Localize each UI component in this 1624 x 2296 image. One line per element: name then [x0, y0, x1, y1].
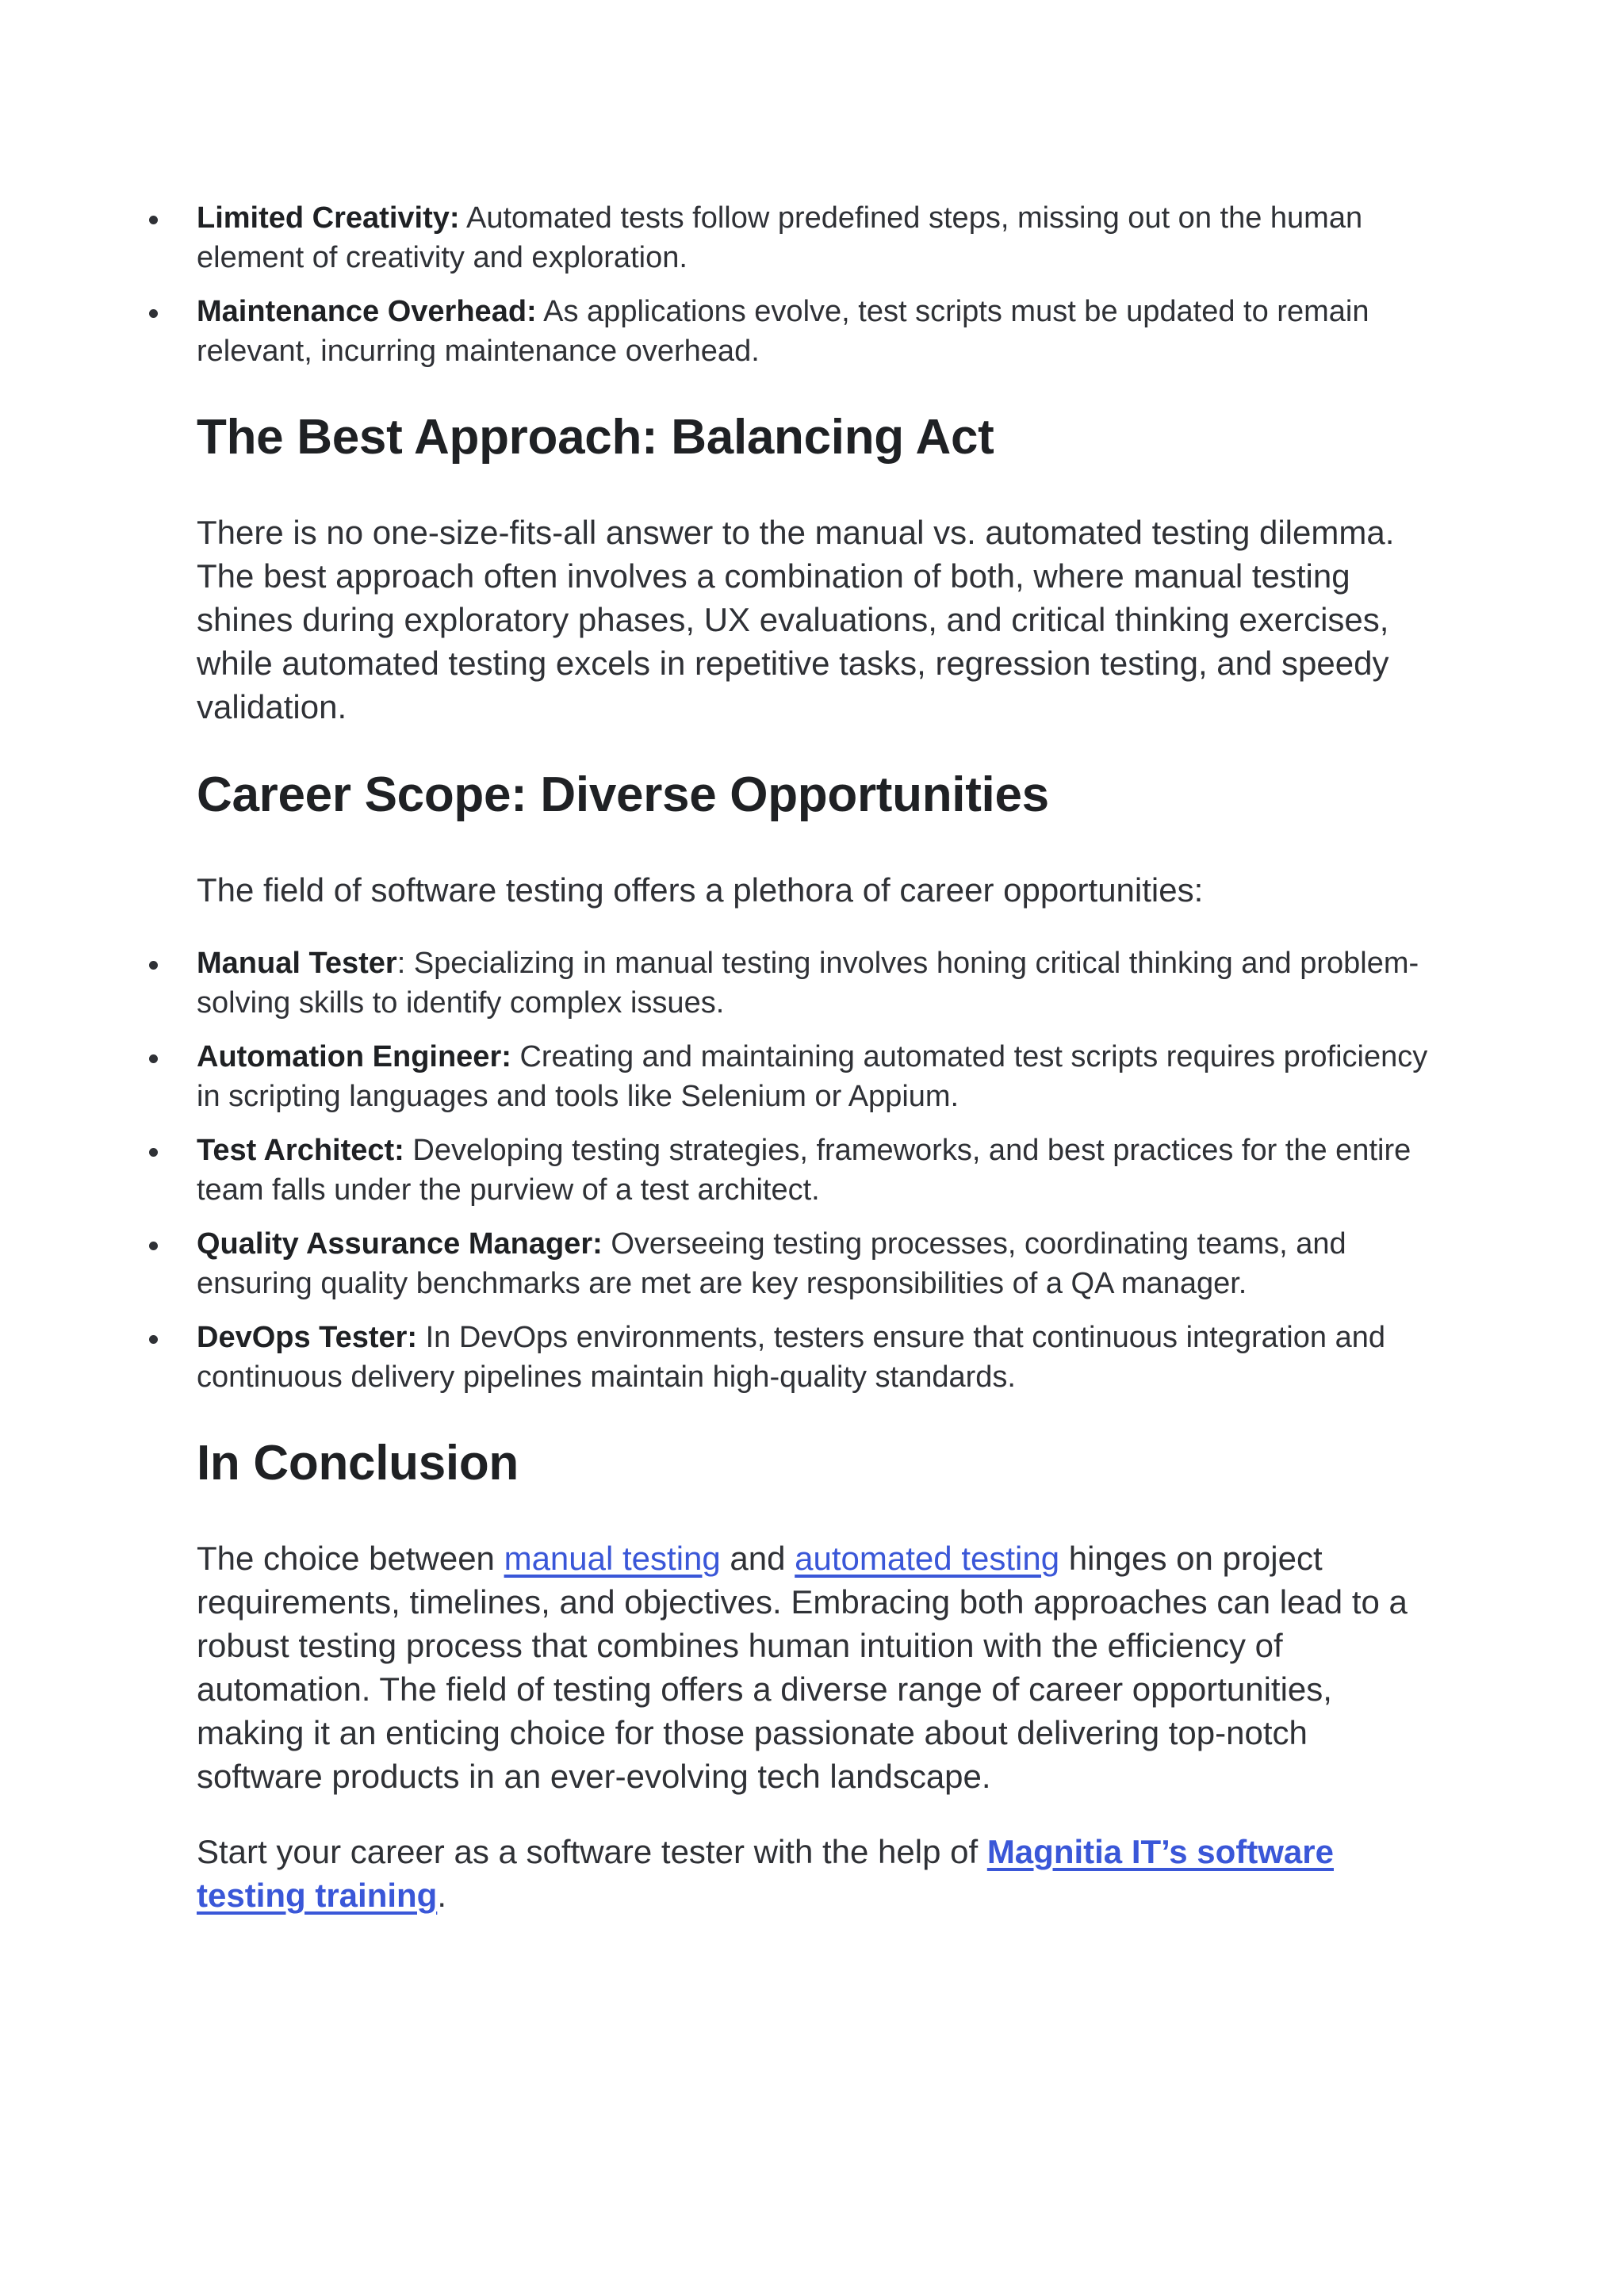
best-approach-paragraph: There is no one-size-fits-all answer to the manual vs. automated testing dilemma. The best approach often involves a combination of both, where manual testing shines during exploratory phases, UX evaluations, and critical thinking exercises, while automated testing excels in repetitive tasks, regression testing, and speedy validation.: [197, 514, 1395, 725]
automated-testing-link[interactable]: automated testing: [795, 1540, 1060, 1577]
list-item: [197, 198, 1434, 277]
career-list: [197, 943, 1434, 1397]
bullet-term: Automation Engineer:: [197, 1040, 511, 1073]
bullet-text: Developing testing strategies, frameworks, and best practices for the entire team falls under the purview of a test architect.: [197, 1134, 1411, 1207]
career-cta-paragraph: [197, 1830, 1434, 1917]
list-item: [197, 1131, 1434, 1210]
bullet-term: Test Architect:: [197, 1134, 404, 1167]
list-item: [197, 1318, 1434, 1397]
cta-text: Start your career as a software tester with the help of: [197, 1833, 987, 1870]
cta-text: .: [437, 1877, 447, 1914]
bullet-term: Manual Tester: [197, 947, 397, 980]
bullet-text: Overseeing testing processes, coordinating teams, and ensuring quality benchmarks are met are key responsibilities of a QA manager.: [197, 1227, 1346, 1300]
bullet-text: As applications evolve, test scripts must be updated to remain relevant, incurring maintenance overhead.: [197, 295, 1369, 368]
software-testing-training-link[interactable]: Magnitia IT’s software testing training: [197, 1833, 1334, 1914]
bullet-text: In DevOps environments, testers ensure that continuous integration and continuous delivery pipelines maintain high-quality standards.: [197, 1321, 1385, 1394]
conclusion-text: The choice between: [197, 1540, 504, 1577]
conclusion-heading: In Conclusion: [197, 1436, 519, 1490]
bullet-term: DevOps Tester:: [197, 1321, 418, 1354]
conclusion-text: and: [720, 1540, 795, 1577]
document-content: [197, 198, 1434, 1949]
manual-testing-link[interactable]: manual testing: [504, 1540, 721, 1577]
list-item: [197, 1037, 1434, 1116]
conclusion-text: hinges on project requirements, timelines, and objectives. Embracing both approaches can lead to a robust testing process that combines human intuition with the efficiency of automation. The field of testing offers a diverse range of career opportunities, making it an enticing choice for those passionate about delivering top-notch software products in an ever-evolving tech landscape.: [197, 1540, 1408, 1795]
list-item: [197, 1224, 1434, 1303]
drawbacks-list: [197, 198, 1434, 371]
bullet-text: : Specializing in manual testing involves honing critical thinking and problem-solving skills to identify complex issues.: [197, 947, 1419, 1020]
list-item: [197, 943, 1434, 1023]
career-scope-intro: The field of software testing offers a plethora of career opportunities:: [197, 871, 1204, 909]
conclusion-paragraph: [197, 1536, 1434, 1798]
bullet-text: Automated tests follow predefined steps, missing out on the human element of creativity and exploration.: [197, 201, 1363, 274]
bullet-term: Limited Creativity:: [197, 201, 460, 235]
bullet-text: Creating and maintaining automated test scripts requires proficiency in scripting languages and tools like Selenium or Appium.: [197, 1040, 1428, 1113]
bullet-term: Quality Assurance Manager:: [197, 1227, 603, 1261]
list-item: [197, 292, 1434, 371]
career-scope-heading: Career Scope: Diverse Opportunities: [197, 767, 1049, 822]
best-approach-heading: The Best Approach: Balancing Act: [197, 410, 994, 465]
bullet-term: Maintenance Overhead:: [197, 295, 537, 328]
